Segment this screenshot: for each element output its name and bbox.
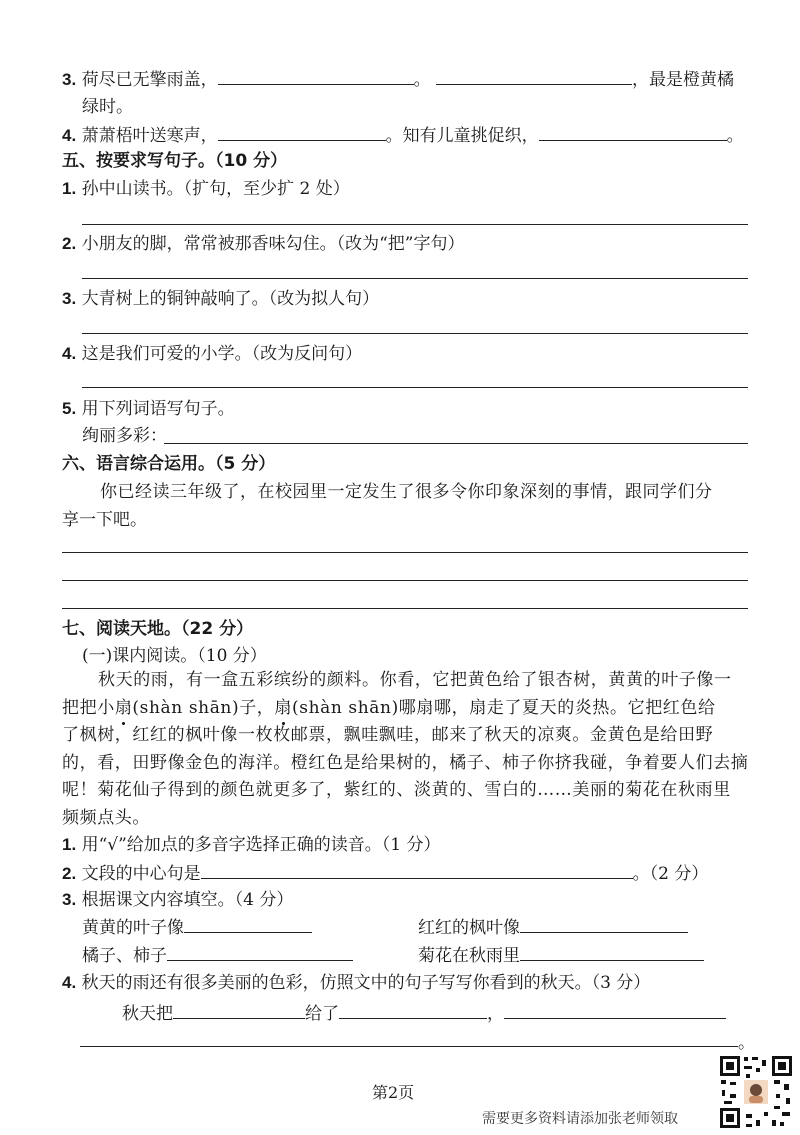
poem-q4-line [62,124,744,147]
fill-prompt: 橘子、柿子 [82,946,167,966]
question-number: 2. [62,864,77,883]
question-number: 1. [62,835,77,854]
fill-item [82,916,312,939]
s6-prompt-line-2: 享一下吧。 [62,510,147,530]
poem-text: 。知有儿童挑促织， [385,126,539,146]
answer-line[interactable] [82,333,748,334]
question-number: 5. [62,399,77,418]
passage-text: (shàn shān)哪扇哪，扇走了夏天的炎热。它把红色给 [292,697,716,718]
passage-line: 秋天的雨，有一盒五彩缤纷的颜料。你看，它把黄色给了银杏树，黄黄的叶子像一 [98,670,732,690]
passage-text: 把把小 [62,697,115,718]
question-text: 用“√”给加点的多音字选择正确的读音。（1 分） [81,835,441,855]
s5-question-4 [62,343,362,365]
answer-blank[interactable] [539,124,727,141]
reading-passage [62,667,752,832]
fill-item [418,944,704,967]
passage-line: 呢！菊花仙子得到的颜色就更多了，紫红的、淡黄的、雪白的……美丽的菊花在秋雨里 [62,780,731,800]
s6-prompt-line-1: 你已经读三年级了，在校园里一定发生了很多令你印象深刻的事情，跟同学们分 [100,482,713,502]
s7-question-4 [62,972,650,994]
imitation-text: 给了 [305,1004,339,1024]
passage-text: (shàn shān)子， [132,697,275,718]
section-6-title: 六、语言综合运用。（5 分） [62,454,276,474]
answer-blank[interactable] [218,124,386,141]
qr-code-icon [718,1054,794,1130]
answer-blank[interactable] [520,944,704,961]
question-number: 4. [62,973,77,992]
fill-item [418,916,688,939]
fill-prompt: 菊花在秋雨里 [418,946,520,966]
poem-q3-line [62,68,734,91]
passage-line: 的，看，田野像金色的海洋。橙红色是给果树的，橘子、柿子你挤我碰，争着要人们去摘 [62,752,749,773]
answer-line[interactable] [164,443,748,444]
fill-prompt: 黄黄的叶子像 [82,918,184,938]
answer-line[interactable] [80,1046,738,1047]
question-text: 文段的中心句是 [81,864,201,884]
answer-blank[interactable] [436,68,632,85]
question-number: 3. [62,890,77,909]
poem-text: 荷尽已无擎雨盖， [81,70,218,90]
question-number: 2. [62,234,77,253]
end-period: 。 [738,1033,755,1053]
s7-subsection-title: (一)课内阅读。（10 分） [82,646,267,666]
passage-line: 了枫树，红红的枫叶像一枚枚邮票，飘哇飘哇，邮来了秋天的凉爽。金黄色是给田野 [62,725,714,745]
passage-line [62,695,752,723]
answer-line[interactable] [82,387,748,388]
question-number: 3. [62,289,77,308]
answer-blank[interactable] [520,916,688,933]
answer-blank[interactable] [218,68,414,85]
question-text: 小朋友的脚，常常被那香味勾住。（改为“把”字句） [81,234,465,254]
question-text: 用下列词语写句子。 [81,399,235,419]
imitation-text: ， [487,1004,504,1024]
answer-line[interactable] [82,224,748,225]
answer-line[interactable] [62,608,748,609]
question-text: 秋天的雨还有很多美丽的色彩，仿照文中的句子写写你看到的秋天。（3 分） [81,973,651,993]
poem-text: 。 [726,126,744,146]
poem-text: 萧萧梧叶送寒声， [81,126,218,146]
s7-question-3 [62,889,293,911]
answer-blank[interactable] [184,916,312,933]
page-number: 第2页 [372,1083,415,1102]
answer-blank[interactable] [167,944,353,961]
question-number: 4. [62,344,77,363]
fill-prompt: 红红的枫叶像 [418,918,520,938]
question-text: 这是我们可爱的小学。（改为反问句） [81,344,363,364]
s5-question-1 [62,178,350,200]
imitation-line [122,1002,726,1025]
question-number: 4. [62,126,77,145]
section-7-title: 七、阅读天地。（22 分） [62,619,254,639]
poem-text: ，最是橙黄橘 [632,70,734,90]
answer-blank[interactable] [201,862,633,879]
s5-word-prompt: 绚丽多彩： [82,426,167,446]
passage-line: 频频点头。 [62,807,150,828]
question-text: 根据课文内容填空。（4 分） [81,890,294,910]
answer-blank[interactable] [339,1002,487,1019]
question-text: 大青树上的铜钟敲响了。（改为拟人句） [81,289,380,309]
s5-question-5 [62,398,235,420]
s5-question-3 [62,288,379,310]
answer-line[interactable] [62,552,748,553]
dotted-character: 扇 [274,695,292,723]
s7-question-1 [62,834,441,856]
question-number: 3. [62,70,77,89]
question-number: 1. [62,179,77,198]
s5-question-2 [62,233,464,255]
answer-line[interactable] [62,580,748,581]
question-text: 。（2 分） [632,864,709,884]
poem-text: 。 [413,70,431,90]
answer-blank[interactable] [504,1002,726,1019]
answer-blank[interactable] [173,1002,305,1019]
answer-line[interactable] [82,278,748,279]
s7-question-2 [62,862,708,885]
section-5-title: 五、按要求写句子。（10 分） [62,151,288,171]
imitation-text: 秋天把 [122,1004,173,1024]
dotted-character: 扇 [115,695,133,723]
fill-item [82,944,353,967]
poem-q3-continuation: 绿时。 [82,97,133,117]
footer-note: 需要更多资料请添加张老师领取 [482,1111,678,1127]
question-text: 孙中山读书。（扩句，至少扩 2 处） [81,179,350,199]
